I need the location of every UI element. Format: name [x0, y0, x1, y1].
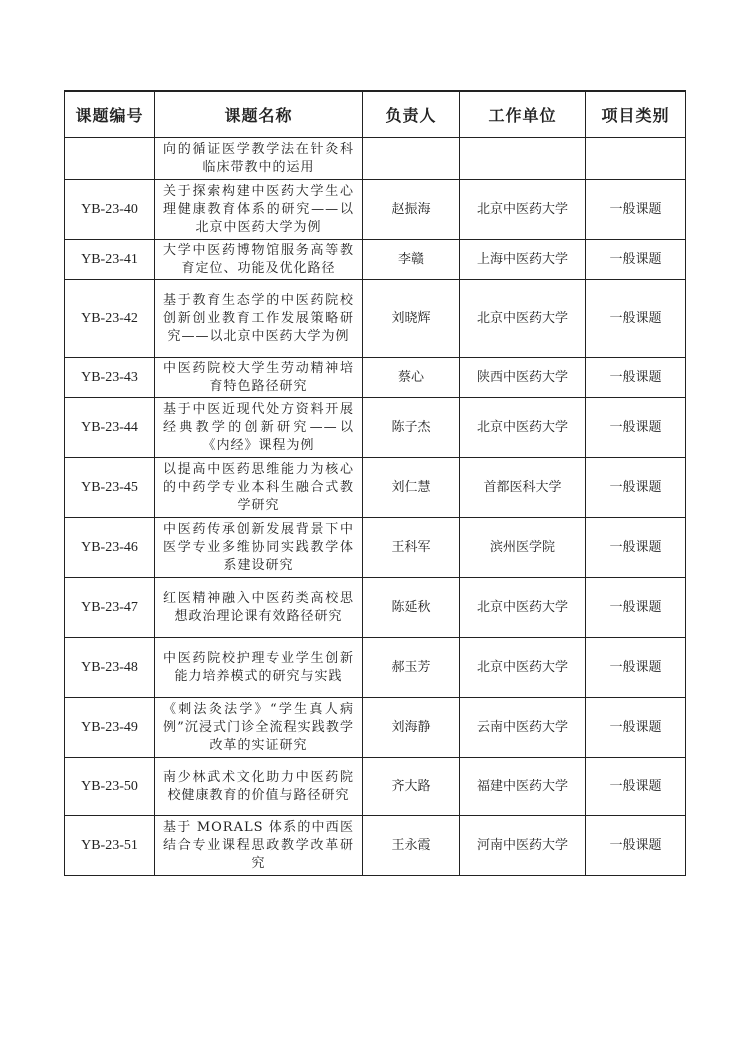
cell-title: 中医药院校大学生劳动精神培育特色路径研究: [155, 358, 363, 398]
cell-category: 一般课题: [586, 358, 686, 398]
cell-title: 关于探索构建中医药大学生心理健康教育体系的研究——以北京中医药大学为例: [155, 180, 363, 240]
cell-title: 基于中医近现代处方资料开展经典教学的创新研究——以《内经》课程为例: [155, 398, 363, 458]
cell-leader: 赵振海: [363, 180, 460, 240]
cell-unit: 滨州医学院: [460, 518, 586, 578]
cell-unit: 北京中医药大学: [460, 638, 586, 698]
cell-category: 一般课题: [586, 578, 686, 638]
cell-category: 一般课题: [586, 698, 686, 758]
project-table: [64, 90, 686, 876]
table-row: [65, 698, 686, 758]
cell-category: 一般课题: [586, 458, 686, 518]
cell-title: 中医药传承创新发展背景下中医学专业多维协同实践教学体系建设研究: [155, 518, 363, 578]
cell-leader: 刘仁慧: [363, 458, 460, 518]
cell-code: YB-23-49: [65, 698, 155, 758]
cell-code: YB-23-51: [65, 816, 155, 876]
cell-leader: 李赣: [363, 240, 460, 280]
cell-leader: 刘晓辉: [363, 280, 460, 358]
cell-category: [586, 138, 686, 180]
cell-category: 一般课题: [586, 638, 686, 698]
cell-code: YB-23-40: [65, 180, 155, 240]
cell-leader: 王科军: [363, 518, 460, 578]
header-leader: 负责人: [363, 91, 460, 138]
cell-code: YB-23-43: [65, 358, 155, 398]
cell-unit: 北京中医药大学: [460, 578, 586, 638]
table-row: [65, 138, 686, 180]
cell-category: 一般课题: [586, 816, 686, 876]
cell-code: YB-23-41: [65, 240, 155, 280]
table-row: [65, 358, 686, 398]
cell-leader: 刘海静: [363, 698, 460, 758]
cell-title: 以提高中医药思维能力为核心的中药学专业本科生融合式教学研究: [155, 458, 363, 518]
cell-code: [65, 138, 155, 180]
cell-unit: 北京中医药大学: [460, 398, 586, 458]
cell-unit: 河南中医药大学: [460, 816, 586, 876]
cell-category: 一般课题: [586, 398, 686, 458]
cell-code: YB-23-50: [65, 758, 155, 816]
cell-unit: 北京中医药大学: [460, 180, 586, 240]
cell-title: 向的循证医学教学法在针灸科临床带教中的运用: [155, 138, 363, 180]
cell-category: 一般课题: [586, 518, 686, 578]
table-row: [65, 816, 686, 876]
cell-code: YB-23-48: [65, 638, 155, 698]
header-category: 项目类别: [586, 91, 686, 138]
cell-category: 一般课题: [586, 180, 686, 240]
cell-title: 基于 MORALS 体系的中西医结合专业课程思政教学改革研究: [155, 816, 363, 876]
cell-leader: 王永霞: [363, 816, 460, 876]
cell-title: 《刺法灸法学》“学生真人病例”沉浸式门诊全流程实践教学改革的实证研究: [155, 698, 363, 758]
cell-leader: 蔡心: [363, 358, 460, 398]
table-row: [65, 280, 686, 358]
cell-unit: 上海中医药大学: [460, 240, 586, 280]
cell-code: YB-23-46: [65, 518, 155, 578]
cell-title: 基于教育生态学的中医药院校创新创业教育工作发展策略研究——以北京中医药大学为例: [155, 280, 363, 358]
cell-category: 一般课题: [586, 240, 686, 280]
cell-code: YB-23-47: [65, 578, 155, 638]
cell-unit: 云南中医药大学: [460, 698, 586, 758]
cell-leader: 陈延秋: [363, 578, 460, 638]
cell-code: YB-23-44: [65, 398, 155, 458]
header-unit: 工作单位: [460, 91, 586, 138]
table-row: [65, 240, 686, 280]
table-row: [65, 638, 686, 698]
table-row: [65, 458, 686, 518]
table-row: [65, 758, 686, 816]
cell-code: YB-23-42: [65, 280, 155, 358]
cell-leader: 陈子杰: [363, 398, 460, 458]
cell-category: 一般课题: [586, 758, 686, 816]
cell-unit: 陕西中医药大学: [460, 358, 586, 398]
table-body: [65, 138, 686, 876]
table-row: [65, 578, 686, 638]
cell-category: 一般课题: [586, 280, 686, 358]
table-row: [65, 398, 686, 458]
table-row: [65, 180, 686, 240]
cell-title: 中医药院校护理专业学生创新能力培养模式的研究与实践: [155, 638, 363, 698]
cell-leader: [363, 138, 460, 180]
header-code: 课题编号: [65, 91, 155, 138]
header-title: 课题名称: [155, 91, 363, 138]
table-row: [65, 518, 686, 578]
cell-title: 红医精神融入中医药类高校思想政治理论课有效路径研究: [155, 578, 363, 638]
cell-leader: 郝玉芳: [363, 638, 460, 698]
cell-unit: 北京中医药大学: [460, 280, 586, 358]
cell-title: 南少林武术文化助力中医药院校健康教育的价值与路径研究: [155, 758, 363, 816]
cell-unit: 首都医科大学: [460, 458, 586, 518]
cell-title: 大学中医药博物馆服务高等教育定位、功能及优化路径: [155, 240, 363, 280]
cell-code: YB-23-45: [65, 458, 155, 518]
table-header-row: [65, 91, 686, 138]
cell-unit: 福建中医药大学: [460, 758, 586, 816]
cell-unit: [460, 138, 586, 180]
cell-leader: 齐大路: [363, 758, 460, 816]
